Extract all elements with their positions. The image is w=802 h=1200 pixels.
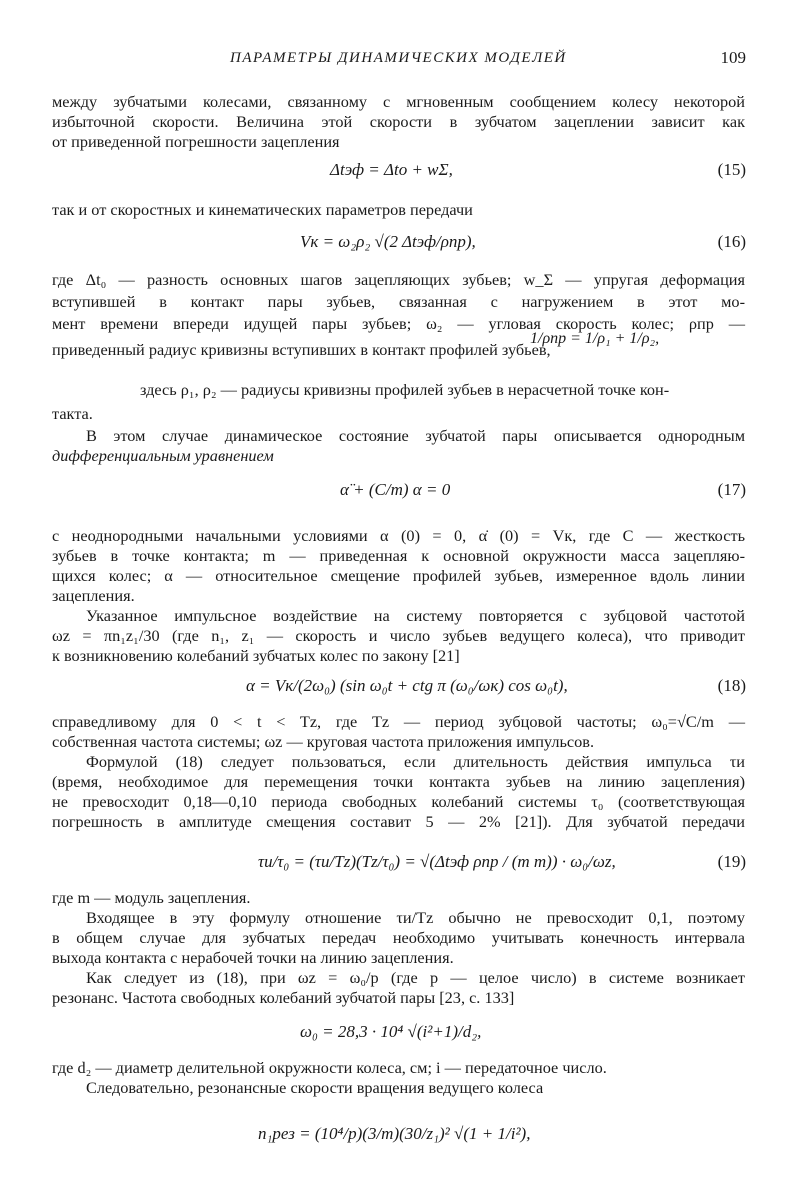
equation-number: (18) (717, 676, 746, 695)
text-line: В этом случае динамическое состояние зубчатой пары описывается однородным (86, 426, 745, 445)
text-line: в общем случае для зубчатых передач необходимо учитывать конечность интервала (52, 928, 745, 947)
equation-omega0 (0, 1012, 802, 1052)
text-line: зацепления. (52, 586, 135, 605)
equation-expression: α = Vк/(2ω₀) (sin ω₀t + ctg π (ω₀/ωк) cos ω₀t), (246, 676, 568, 695)
equation-19 (0, 840, 802, 880)
running-title: ПАРАМЕТРЫ ДИНАМИЧЕСКИХ МОДЕЛЕЙ (230, 50, 567, 66)
text-line: от приведенной погрешности зацепления (52, 132, 340, 151)
equation-expression: ω₀ = 28,3 · 10⁴ √(i²+1)/d₂, (300, 1022, 482, 1041)
text-line: (время, необходимое для перемещения точки контакта зубьев на линию зацепления) (52, 772, 745, 791)
page-number: 109 (720, 48, 746, 67)
text-line: Как следует из (18), при ωz = ω₀/p (где p — целое число) в системе возникает (86, 968, 745, 987)
equation-number: (17) (717, 480, 746, 499)
text-line: вступившей в контакт пары зубьев, связанная с нагружением в этот мо- (52, 292, 745, 311)
text-line: такта. (52, 404, 93, 423)
equation-number: (19) (717, 852, 746, 871)
equation-number: (16) (717, 232, 746, 251)
text-line: так и от скоростных и кинематических параметров передачи (52, 200, 473, 219)
equation-17 (0, 472, 802, 512)
text-line: резонанс. Частота свободных колебаний зубчатой пары [23, с. 133] (52, 988, 515, 1007)
text-line: с неоднородными начальными условиями α (0) = 0, α̇ (0) = Vк, где C — жесткость (52, 526, 745, 545)
equation-expression: Vк = ω₂ρ₂ √(2 Δtэф/ρпр), (300, 232, 476, 251)
text-line: между зубчатыми колесами, связанному с мгновенным сообщением колесу некоторой (52, 92, 745, 111)
text-line: приведенный радиус кривизны вступивших в контакт профилей зубьев, (52, 340, 551, 359)
equation-16 (0, 228, 802, 268)
text-line: Формулой (18) следует пользоваться, если длительность действия импульса τи (86, 752, 745, 771)
text-line: Следовательно, резонансные скорости вращения ведущего колеса (86, 1078, 544, 1097)
text-line: выхода контакта с нерабочей точки на линию зацепления. (52, 948, 454, 967)
equation-expression: α̈ + (C/m) α = 0 (340, 480, 451, 499)
text-line: здесь ρ₁, ρ₂ — радиусы кривизны профилей зубьев в нерасчетной точке кон- (140, 380, 670, 399)
text-line: мент времени впереди идущей пары зубьев; ω₂ — угловая скорость колес; ρпр — (52, 314, 745, 333)
text-line: Указанное импульсное воздействие на систему повторяется с зубцовой частотой (86, 606, 745, 625)
page-header (0, 48, 802, 72)
equation-rho: 1/ρпр = 1/ρ₁ + 1/ρ₂, (530, 330, 660, 347)
text-line: где Δt₀ — разность основных шагов зацепляющих зубьев; w_Σ — упругая деформация (52, 270, 745, 289)
text-line: к возникновению колебаний зубчатых колес по закону [21] (52, 646, 460, 665)
text-line: Входящее в эту формулу отношение τи/Tz обычно не превосходит 0,1, поэтому (86, 908, 745, 927)
text-line: щихся колес; α — относительное смещение профилей зубьев, измеренное вдоль линии (52, 566, 745, 585)
text-line: собственная частота системы; ωz — круговая частота приложения импульсов. (52, 732, 595, 751)
text-line: зубьев в точке контакта; m — приведенная к основной окружности масса зацепляю- (52, 546, 745, 565)
equation-expression: n₁рез = (10⁴/p)(3/m)(30/z₁)² √(1 + 1/i²), (258, 1124, 531, 1143)
text-line: погрешность в амплитуде смещения составит 5 — 2% [21]). Для зубчатой передачи (52, 812, 745, 831)
text-line: справедливому для 0 < t < Tz, где Tz — период зубцовой частоты; ω₀=√C/m — (52, 712, 745, 731)
equation-n1res (0, 1112, 802, 1152)
text-line: избыточной скорости. Величина этой скорости в зубчатом зацеплении зависит как (52, 112, 745, 131)
equation-expression: τи/τ₀ = (τи/Tz)(Tz/τ₀) = √(Δtэф ρпр / (m m)) · ω₀/ωz, (258, 852, 616, 871)
equation-expression: Δtэф = Δtо + wΣ, (330, 160, 453, 179)
text-line: дифференциальным уравнением (52, 446, 274, 465)
text-line: ωz = πn₁z₁/30 (где n₁, z₁ — скорость и число зубьев ведущего колеса), что приводит (52, 626, 745, 645)
text-line: не превосходит 0,18—0,10 периода свободных колебаний системы τ₀ (соответствующая (52, 792, 745, 811)
text-line: где d₂ — диаметр делительной окружности колеса, см; i — передаточное число. (52, 1058, 607, 1077)
equation-15 (0, 156, 802, 196)
text-line: где m — модуль зацепления. (52, 888, 251, 907)
equation-18 (0, 666, 802, 706)
equation-number: (15) (717, 160, 746, 179)
